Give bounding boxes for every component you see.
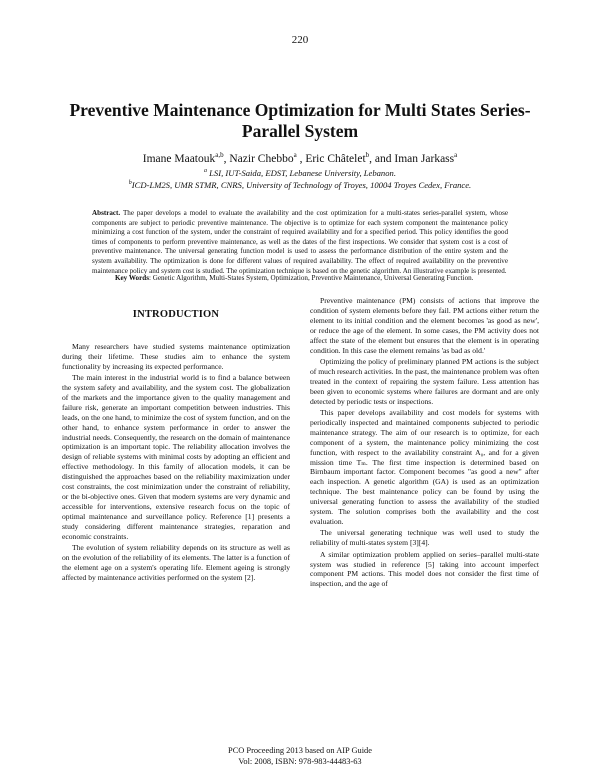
abstract <box>92 209 508 276</box>
body-paragraph: Many researchers have studied systems maintenance optimization during their lifetime. These studies aim to enhance the system functionality by increasing its expected performance. <box>62 341 290 371</box>
footer-volume: Vol: 2008, ISBN: 978-983-44483-63 <box>238 756 362 766</box>
body-paragraph: This paper develops availability and cost models for systems with periodically inspected and maintained components subjected to periodic maintenance strategy. The aim of our research is to optimize, for each component of a system, the maintenance policy minimizing the cost function, with respect to the availability constraint A₀, and for a given mission time Tₘ. The first time inspection is determined based on Birnbaum important factor. Component becomes "as good a new" after each inspection. A genetic algorithm (GA) is used as an optimization technique. The best maintenance policy can be found by using the universal generating function to assess the availability of the studied system. The solution comprises both the availability and the cost evaluation. <box>310 407 539 526</box>
body-paragraph: The evolution of system reliability depends on its structure as well as on the evolution of the reliability of its elements. The latter is a function of the element age on a system's operating life. Element ageing is strongly affected by maintenance activities performed on the system [2]. <box>62 543 290 582</box>
author-superscript: a <box>454 151 458 159</box>
body-paragraph: The main interest in the industrial world is to find a balance between the system safety and availability, and the system cost. The globalization of the markets and the importance given to the quality management and failure risk, generate an important competition between industries. This leads, on the one hand, to minimize the cost of system function, and on the other hand, to enhance system performance in order to answer the industrial needs. Consequently, the research on the domain of maintenance optimization is an important topic. The reliability allocation involves the design of reliable systems with minimal costs by adopting an efficient and effective methodology. In this family of allocation models, it can be distinguished the approaches based on the reliability maximization under cost constraints, the cost minimization under the constraint of reliability, or the bi-objective ones. Given that modern systems are very dynamic and accessible for interventions, extensive research focus on the topic of optimal maintenance and surveillance policy. Reference [1] presents a study considering different maintenance strategies, reparation and economic constraints. <box>62 373 290 541</box>
body-paragraph: Optimizing the policy of preliminary planned PM actions is the subject of much research activities. In the past, the maintenance problem was often treated in the context of repairing the system failure. Less attention has been given to economic systems where failures are dormant and are only detected by periodic tests or inspections. <box>310 356 539 406</box>
author-name: Imane Maatouk <box>142 152 216 165</box>
author-list: Imane Maatouk$^{a,b}$, Nazir Chebbo$^a$ , Eric Châtelet$^b$, and Iman Jarkass$^a$ <box>142 151 458 165</box>
keywords-label: Key Words <box>115 274 149 282</box>
section-heading: INTRODUCTION <box>132 309 220 320</box>
abstract-label: Abstract. <box>92 209 121 217</box>
body-paragraph: A similar optimization problem applied on series–parallel multi-state system was studied in reference [5] taking into account imperfect component PM actions. This model does not consider the first time of inspection, and the age of <box>310 549 539 589</box>
affiliation: $^a$ LSI, IUT-Saida, EDST, Lebanese University, Lebanon. <box>204 168 396 178</box>
author-superscript: a <box>293 151 297 159</box>
keywords <box>115 274 535 284</box>
author-superscript: b <box>365 151 370 159</box>
page-number: 220 <box>291 34 309 46</box>
paper-title: Preventive Maintenance Optimization for Multi States Series-Parallel System <box>69 100 531 141</box>
affiliation: $^b$ICD-LM2S, UMR STMR, CNRS, University of Technology of Troyes, 10004 Troyes Cedex, France. <box>128 180 472 190</box>
body-paragraph: Preventive maintenance (PM) consists of actions that improve the condition of system elements before they fail. PM actions either return the element to its initial condition and the element becomes 'as good as new', or reduce the age of the element. In some cases, the PM activity does not affect the state of the element but ensures that the element is in operating condition. In this case the element remains 'as bad as old.' <box>310 296 539 355</box>
abstract-text: The paper develops a model to evaluate the availability and the cost optimization for a multi-states series-parallel system, whose components are subject to periodic preventive maintenance. The objective is to optimize for each system component the maintenance policy minimizing a cost function of the system, under the constraint of required availability and for a specified period. This policy identifies the good times of components to perform preventive maintenance, as well as the dates of the first inspections. We consider that system cost is a cost of preventive maintenance. The universal generating function model is used to assess the performance distribution of the entire system and the system availability. The optimization is done for different values of required availability. The effect of required availability on the preventive maintenance policy and system cost is studied. The optimization technique is based on the genetic algorithm. An illustrative example is presented. <box>92 209 508 275</box>
left-column <box>62 294 290 584</box>
author-name: Nazir Chebbo <box>229 152 294 165</box>
right-column <box>310 296 539 591</box>
footer-proceeding: PCO Proceeding 2013 based on AIP Guide <box>228 746 372 755</box>
keywords-text: : Genetic Algorithm, Multi-States System, Optimization, Preventive Maintenance, Universal Generating Function. <box>148 274 474 282</box>
body-paragraph: The universal generating technique was well used to study the reliability of multi-states system [3][4]. <box>310 528 539 548</box>
page-footer <box>0 746 600 767</box>
author-name: Iman Jarkass <box>394 152 455 165</box>
author-superscript: a,b <box>215 151 224 159</box>
author-name: Eric Châtelet <box>305 152 366 165</box>
